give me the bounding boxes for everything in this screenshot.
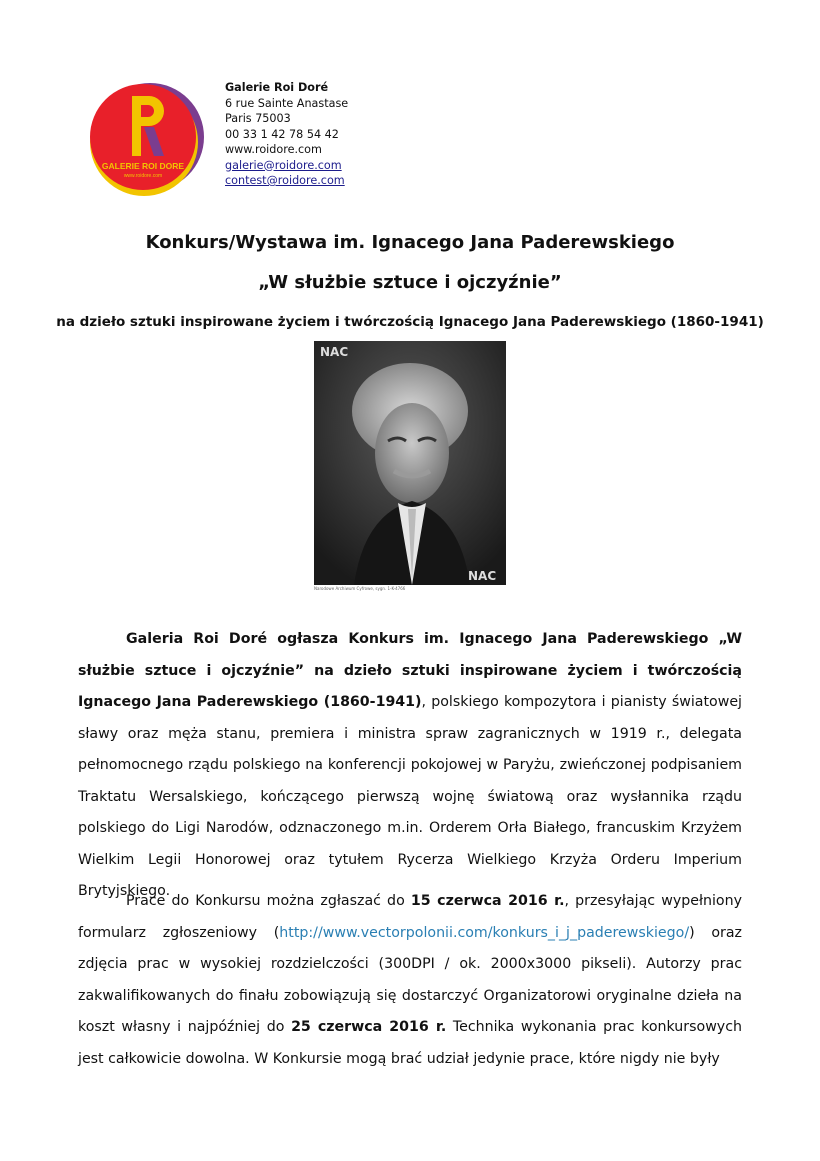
page-subtitle: na dzieło sztuki inspirowane życiem i twórczością Ignacego Jana Paderewskiego (1860-1941) (56, 314, 764, 330)
photo-credit: Narodowe Archiwum Cyfrowe, sygn. 1-K-4766 (314, 586, 406, 591)
address-line2: Paris 75003 (225, 112, 291, 125)
email-link-contest[interactable]: contest@roidore.com (225, 174, 345, 187)
page-title: Konkurs/Wystawa im. Ignacego Jana Paderewskiego (145, 232, 675, 253)
paragraph-submission-text-b: , przesyłając wypełniony formularz zgłoszeniowy ( (78, 893, 742, 941)
paragraph-submission-text-c: ) oraz zdjęcia prac w wysokiej rozdzielczości (300DPI / ok. 2000x3000 pikseli). Autorzy prac zakwalifikowanych do finału zobowiązują się dostarczyć Organizatorowi oryginalne dzieła na koszt własny i najpóźniej do (78, 924, 743, 1035)
phone: 00 33 1 42 78 54 42 (225, 127, 339, 141)
delivery-date: 25 czerwca 2016 r. (291, 1019, 447, 1035)
page-subtitle-quote: „W służbie sztuce i ojczyźnie” (258, 272, 562, 293)
logo-subtext: www.roidore.com (123, 173, 163, 179)
photo-watermark-bottom: NAC (468, 569, 497, 583)
logo-text: GALERIE ROI DORE (101, 161, 185, 171)
website: www.roidore.com (225, 143, 322, 156)
paragraph-submission-text-a: Prace do Konkursu można zgłaszać do (126, 893, 411, 909)
portrait-photo (314, 341, 506, 585)
email-link-galerie[interactable]: galerie@roidore.com (225, 158, 342, 172)
address-line1: 6 rue Sainte Anastase (225, 96, 349, 110)
logo-letter-stem (132, 96, 141, 156)
gallery-logo (84, 80, 206, 198)
contact-block (225, 80, 348, 189)
contest-form-link[interactable]: http://www.vectorpolonii.com/konkurs_i_j_paderewskiego/ (279, 924, 690, 941)
paragraph-intro-text: , polskiego kompozytora i pianisty światowej sławy oraz męża stanu, premiera i ministra spraw zagranicznych w 1919 r., delegata pełnomocnego rządu polskiego na konferencji pokojowej w Paryżu, zwieńczonej podpisaniem Traktatu Wersalskiego, kończącego pierwszą wojnę światową oraz wysłannika rządu polskiego do Ligi Narodów, odznaczonego m.in. Orderem Orła Białego, francuskim Krzyżem Wielkim Legii Honorowej oraz tytułem Rycerza Wielkiego Krzyża Orderu Imperium Brytyjskiego. (78, 694, 742, 899)
photo-watermark-top: NAC (320, 345, 349, 359)
photo-face (375, 403, 449, 503)
paragraph-submission (78, 886, 742, 1075)
paragraph-submission-text-d: Technika wykonania prac konkursowych jest całkowicie dowolna. W Konkursie mogą brać udział jedynie prace, które nigdy nie były (78, 1019, 742, 1067)
gallery-name: Galerie Roi Doré (225, 81, 329, 94)
deadline-date: 15 czerwca 2016 r. (410, 893, 565, 909)
paragraph-intro-bold: Galeria Roi Doré ogłasza Konkurs im. Ignacego Jana Paderewskiego „W służbie sztuce i ojczyźnie” na dzieło sztuki inspirowane życiem i twórczością Ignacego Jana Paderewskiego (1860-1941) (78, 631, 742, 710)
paragraph-intro (78, 624, 742, 908)
